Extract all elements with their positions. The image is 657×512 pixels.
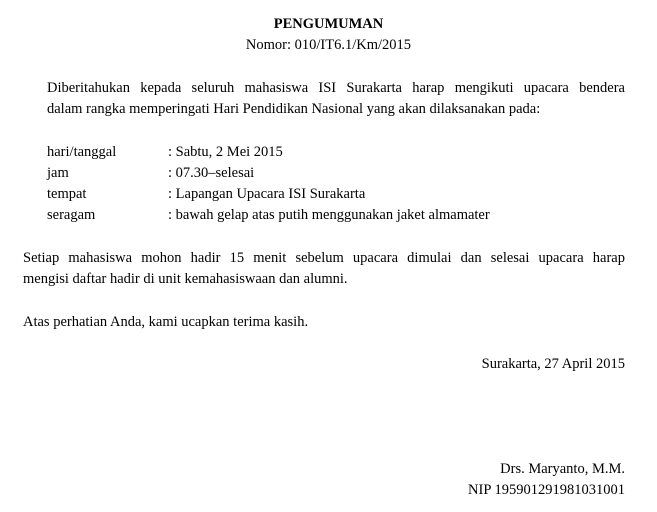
detail-value: : bawah gelap atas putih menggunakan jaket almamater bbox=[168, 207, 490, 223]
signatory-nip: NIP 195901291981031001 bbox=[468, 482, 625, 498]
document-title: PENGUMUMAN bbox=[273, 16, 384, 32]
detail-value: : 07.30–selesai bbox=[168, 165, 255, 181]
detail-label: jam bbox=[47, 165, 69, 181]
document-number: Nomor: 010/IT6.1/Km/2015 bbox=[245, 37, 412, 53]
intro-line-2: dalam rangka memperingati Hari Pendidikan Nasional yang akan dilaksanakan pada: bbox=[47, 101, 541, 117]
detail-row-date bbox=[47, 144, 607, 161]
detail-value: : Lapangan Upacara ISI Surakarta bbox=[168, 186, 366, 202]
detail-row-time bbox=[47, 165, 607, 182]
notice-line-1: Setiap mahasiswa mohon hadir 15 menit sebelum upacara dimulai dan selesai upacara harap bbox=[23, 250, 625, 266]
detail-row-uniform bbox=[47, 207, 607, 224]
place-date: Surakarta, 27 April 2015 bbox=[481, 356, 625, 372]
signatory-name: Drs. Maryanto, M.M. bbox=[500, 461, 625, 477]
intro-line-1: Diberitahukan kepada seluruh mahasiswa ISI Surakarta harap mengikuti upacara bendera bbox=[47, 80, 625, 96]
detail-label: tempat bbox=[47, 186, 87, 202]
closing-text: Atas perhatian Anda, kami ucapkan terima kasih. bbox=[23, 314, 309, 330]
detail-label: seragam bbox=[47, 207, 96, 223]
detail-label: hari/tanggal bbox=[47, 144, 117, 160]
notice-line-2: mengisi daftar hadir di unit kemahasiswaan dan alumni. bbox=[23, 271, 348, 287]
detail-value: : Sabtu, 2 Mei 2015 bbox=[168, 144, 283, 160]
detail-row-place bbox=[47, 186, 607, 203]
